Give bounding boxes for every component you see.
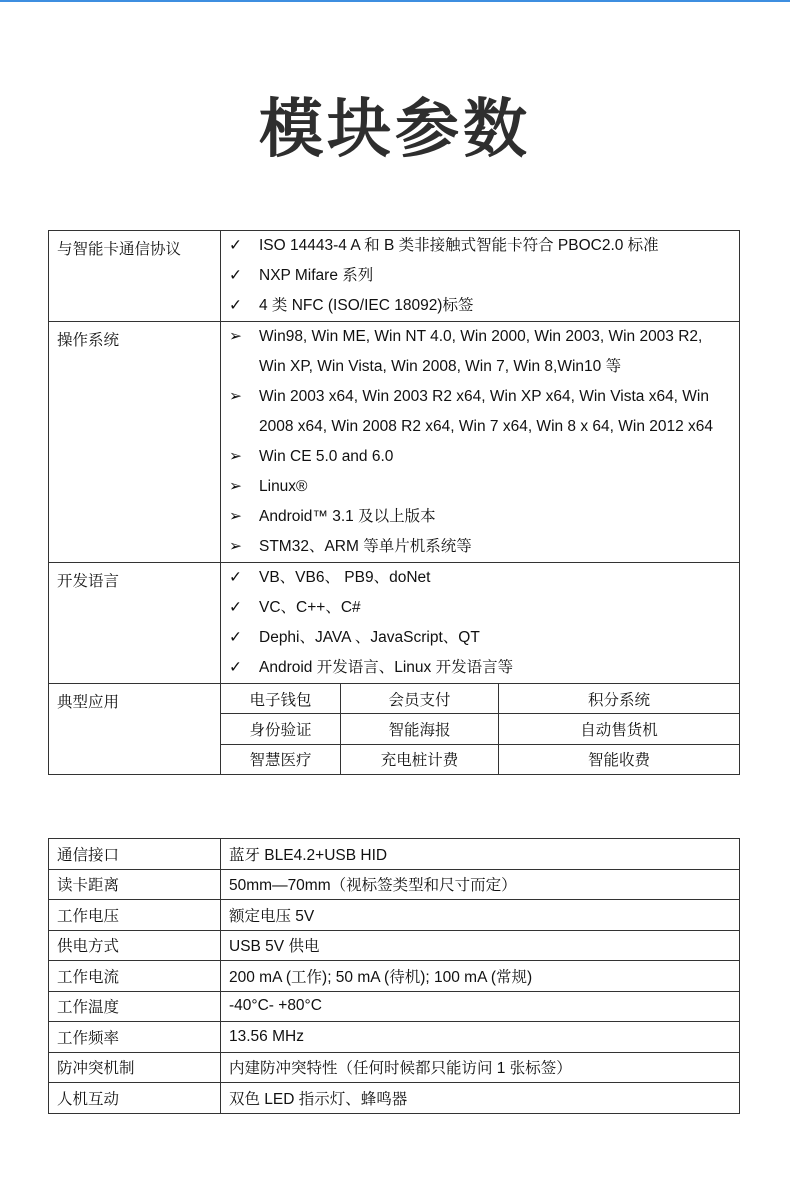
spec-label: 工作电流 bbox=[49, 961, 221, 992]
list-item-text: STM32、ARM 等单片机系统等 bbox=[259, 538, 472, 555]
app-cell: 充电桩计费 bbox=[341, 744, 499, 774]
spec-label: 读卡距离 bbox=[49, 869, 221, 900]
list-item bbox=[229, 382, 731, 442]
table-row bbox=[49, 900, 740, 931]
check-icon: ✓ bbox=[229, 599, 242, 616]
spec-label: 防冲突机制 bbox=[49, 1052, 221, 1083]
list-item bbox=[229, 532, 731, 562]
spec-value: -40°C- +80°C bbox=[221, 991, 740, 1022]
app-cell: 身份验证 bbox=[221, 714, 341, 744]
table-row bbox=[49, 1022, 740, 1053]
check-icon: ✓ bbox=[229, 267, 242, 284]
spec-label: 工作频率 bbox=[49, 1022, 221, 1053]
list-item bbox=[229, 593, 731, 623]
arrow-bullet-icon: ➢ bbox=[229, 388, 242, 405]
row-label: 典型应用 bbox=[49, 684, 221, 775]
list-item-text: VC、C++、C# bbox=[259, 599, 361, 616]
list-item bbox=[229, 442, 731, 472]
list-item bbox=[229, 472, 731, 502]
arrow-bullet-icon: ➢ bbox=[229, 478, 242, 495]
table-row bbox=[49, 1052, 740, 1083]
table-row-apps bbox=[49, 684, 740, 714]
table-row bbox=[49, 1083, 740, 1114]
arrow-bullet-icon: ➢ bbox=[229, 508, 242, 525]
spec-value: 13.56 MHz bbox=[221, 1022, 740, 1053]
app-cell: 智能收费 bbox=[499, 744, 740, 774]
app-cell: 积分系统 bbox=[499, 684, 740, 714]
app-cell: 会员支付 bbox=[341, 684, 499, 714]
list-item-text: ISO 14443-4 A 和 B 类非接触式智能卡符合 PBOC2.0 标准 bbox=[259, 237, 659, 254]
spec-label: 工作温度 bbox=[49, 991, 221, 1022]
list-item-text: Android™ 3.1 及以上版本 bbox=[259, 508, 436, 525]
list-item bbox=[229, 502, 731, 532]
check-icon: ✓ bbox=[229, 297, 242, 314]
spec-value: 50mm—70mm（视标签类型和尺寸而定） bbox=[221, 869, 740, 900]
list-item-text: Android 开发语言、Linux 开发语言等 bbox=[259, 659, 514, 676]
list-item-text: Win98, Win ME, Win NT 4.0, Win 2000, Win 2003, Win 2003 R2, Win XP, Win Vista, Win 2008, Win 7, Win 8,Win10 等 bbox=[259, 328, 703, 375]
spec-value: 双色 LED 指示灯、蜂鸣器 bbox=[221, 1083, 740, 1114]
row-label: 开发语言 bbox=[49, 563, 221, 684]
spec-label: 人机互动 bbox=[49, 1083, 221, 1114]
list-item bbox=[229, 623, 731, 653]
table-row bbox=[49, 991, 740, 1022]
list-item bbox=[229, 653, 731, 683]
arrow-bullet-icon: ➢ bbox=[229, 538, 242, 555]
arrow-bullet-icon: ➢ bbox=[229, 328, 242, 345]
table-row bbox=[49, 961, 740, 992]
check-icon: ✓ bbox=[229, 629, 242, 646]
list-item-text: 4 类 NFC (ISO/IEC 18092)标签 bbox=[259, 297, 474, 314]
list-item-text: Win CE 5.0 and 6.0 bbox=[259, 448, 394, 465]
list-item bbox=[229, 231, 731, 261]
top-accent-line bbox=[0, 0, 790, 2]
app-cell: 电子钱包 bbox=[221, 684, 341, 714]
table-row bbox=[49, 839, 740, 870]
list-item bbox=[229, 563, 731, 593]
row-label: 操作系统 bbox=[49, 322, 221, 563]
spec-value: 200 mA (工作); 50 mA (待机); 100 mA (常规) bbox=[221, 961, 740, 992]
spec-label: 工作电压 bbox=[49, 900, 221, 931]
list-item-text: Dephi、JAVA 、JavaScript、QT bbox=[259, 629, 480, 646]
list-item bbox=[229, 261, 731, 291]
table-row bbox=[49, 869, 740, 900]
list-item-text: Win 2003 x64, Win 2003 R2 x64, Win XP x64, Win Vista x64, Win 2008 x64, Win 2008 R2 x64, Win 7 x64, Win 8 x 64, Win 2012 x64 bbox=[259, 388, 714, 435]
spec-label: 供电方式 bbox=[49, 930, 221, 961]
app-cell: 智能海报 bbox=[341, 714, 499, 744]
spec-label: 通信接口 bbox=[49, 839, 221, 870]
check-icon: ✓ bbox=[229, 659, 242, 676]
specs-table bbox=[48, 838, 740, 1114]
spec-value: USB 5V 供电 bbox=[221, 930, 740, 961]
table-row-os bbox=[49, 322, 740, 563]
row-label: 与智能卡通信协议 bbox=[49, 231, 221, 322]
list-item bbox=[229, 322, 731, 382]
arrow-bullet-icon: ➢ bbox=[229, 448, 242, 465]
table-row-lang bbox=[49, 563, 740, 684]
spec-value: 内建防冲突特性（任何时候都只能访问 1 张标签） bbox=[221, 1052, 740, 1083]
list-item-text: Linux® bbox=[259, 478, 308, 495]
spec-value: 蓝牙 BLE4.2+USB HID bbox=[221, 839, 740, 870]
table-row-protocol bbox=[49, 231, 740, 322]
check-icon: ✓ bbox=[229, 237, 242, 254]
app-cell: 智慧医疗 bbox=[221, 744, 341, 774]
app-cell: 自动售货机 bbox=[499, 714, 740, 744]
features-table bbox=[48, 230, 740, 775]
list-item-text: NXP Mifare 系列 bbox=[259, 267, 374, 284]
check-icon: ✓ bbox=[229, 569, 242, 586]
list-item bbox=[229, 291, 731, 321]
table-row bbox=[49, 930, 740, 961]
spec-value: 额定电压 5V bbox=[221, 900, 740, 931]
list-item-text: VB、VB6、 PB9、doNet bbox=[259, 569, 431, 586]
page-title: 模块参数 bbox=[259, 93, 531, 167]
